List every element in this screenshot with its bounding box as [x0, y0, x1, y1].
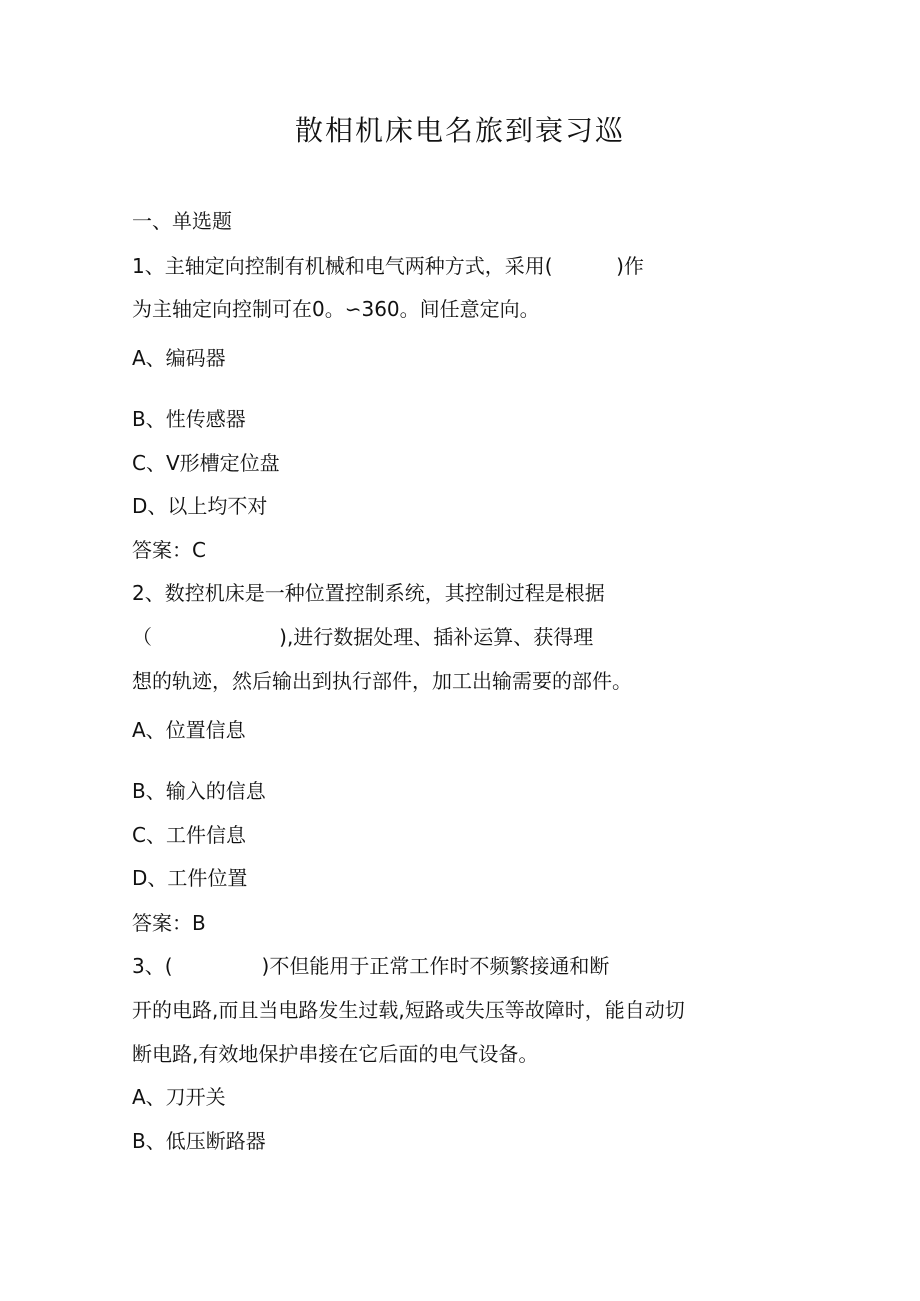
question-1-option-d: D、以上均不对	[132, 494, 268, 518]
question-2-option-a: A、位置信息	[132, 718, 246, 742]
question-1-answer: 答案：C	[132, 538, 206, 562]
question-1-text-line-2: 为主轴定向控制可在0。∽360。间任意定向。	[132, 297, 540, 321]
section-heading: 一、单选题	[132, 209, 232, 233]
question-2-text-line-2: （ ),进行数据处理、插补运算、获得理	[132, 625, 594, 649]
question-3-text-line-3: 断电路,有效地保护串接在它后面的电气设备。	[132, 1042, 539, 1066]
question-2-text-line-3: 想的轨迹，然后输出到执行部件，加工出输需要的部件。	[132, 669, 632, 693]
question-3-option-a: A、刀开关	[132, 1085, 226, 1109]
question-1-text-line-1: 1、主轴定向控制有机械和电气两种方式，采用( )作	[132, 254, 644, 278]
question-2-text-line-1: 2、数控机床是一种位置控制系统，其控制过程是根据	[132, 581, 605, 605]
document-title: 散相机床电名旅到衰习巡	[294, 114, 625, 147]
question-3-option-b: B、低压断路器	[132, 1129, 266, 1153]
question-1-option-a: A、编码器	[132, 346, 226, 370]
question-3-text-line-1: 3、( )不但能用于正常工作时不频繁接通和断	[132, 954, 610, 978]
question-2-option-c: C、工件信息	[132, 823, 246, 847]
question-1-option-b: B、性传感器	[132, 407, 246, 431]
question-3-text-line-2: 开的电路,而且当电路发生过载,短路或失压等故障时，能自动切	[132, 998, 685, 1022]
question-2-answer: 答案：B	[132, 911, 206, 935]
question-2-option-d: D、工件位置	[132, 866, 248, 890]
question-1-option-c: C、V形槽定位盘	[132, 451, 280, 475]
question-2-option-b: B、输入的信息	[132, 779, 266, 803]
